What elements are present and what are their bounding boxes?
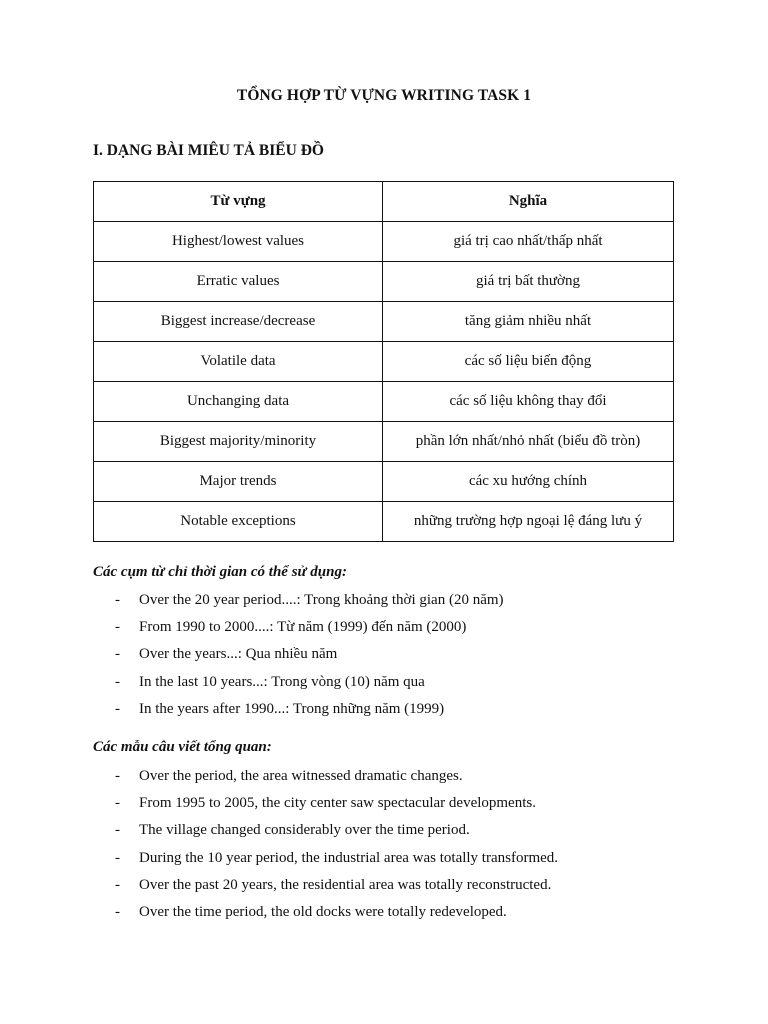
overview-sentences-list (93, 766, 693, 929)
dash-bullet: - (115, 876, 120, 893)
vocab-cell: Biggest increase/decrease (94, 302, 383, 342)
overview-sentences-heading: Các mẫu câu viết tổng quan: (93, 739, 272, 755)
vocab-cell: Erratic values (94, 262, 383, 302)
vocab-cell: Notable exceptions (94, 502, 383, 542)
vocab-cell: Volatile data (94, 342, 383, 382)
meaning-cell: giá trị bất thường (383, 262, 674, 302)
meaning-cell: những trường hợp ngoại lệ đáng lưu ý (383, 502, 674, 542)
list-item (93, 820, 693, 847)
time-phrases-heading: Các cụm từ chỉ thời gian có thể sử dụng: (93, 564, 347, 580)
meaning-cell: các số liệu biến động (383, 342, 674, 382)
dash-bullet: - (115, 619, 120, 636)
list-item-text: In the last 10 years...: Trong vòng (10) năm qua (139, 673, 425, 690)
list-item-text: From 1990 to 2000....: Từ năm (1999) đến năm (2000) (139, 619, 467, 636)
list-item-text: Over the time period, the old docks were totally redeveloped. (139, 903, 507, 920)
vocab-cell: Highest/lowest values (94, 222, 383, 262)
vocab-cell: Major trends (94, 462, 383, 502)
page-title: TỔNG HỢP TỪ VỰNG WRITING TASK 1 (236, 87, 532, 104)
table-row (94, 222, 674, 262)
column-header-meaning: Nghĩa (383, 182, 674, 222)
table-row (94, 382, 674, 422)
column-header-vocab: Từ vựng (94, 182, 383, 222)
list-item-text: In the years after 1990...: Trong những năm (1999) (139, 700, 445, 717)
meaning-cell: phần lớn nhất/nhỏ nhất (biểu đồ tròn) (383, 422, 674, 462)
dash-bullet: - (115, 795, 120, 812)
dash-bullet: - (115, 646, 120, 663)
table-row (94, 462, 674, 502)
meaning-cell: giá trị cao nhất/thấp nhất (383, 222, 674, 262)
table-row (94, 502, 674, 542)
table-row (94, 302, 674, 342)
list-item (93, 875, 693, 902)
dash-bullet: - (115, 768, 120, 784)
list-item-text: Over the past 20 years, the residential area was totally reconstructed. (139, 876, 552, 893)
list-item-text: Over the years...: Qua nhiều năm (139, 646, 338, 663)
section-heading: I. DẠNG BÀI MIÊU TẢ BIỂU ĐỒ (93, 142, 324, 159)
vocab-cell: Unchanging data (94, 382, 383, 422)
list-item-text: The village changed considerably over the time period. (139, 822, 470, 839)
dash-bullet: - (115, 849, 120, 866)
table-row (94, 342, 674, 382)
meaning-cell: các số liệu không thay đổi (383, 382, 674, 422)
table-row (94, 422, 674, 462)
table-row (94, 262, 674, 302)
dash-bullet: - (115, 673, 120, 690)
list-item-text: From 1995 to 2005, the city center saw spectacular developments. (139, 795, 536, 812)
meaning-cell: các xu hướng chính (383, 462, 674, 502)
list-item (93, 644, 693, 671)
time-phrases-list (93, 590, 693, 726)
vocab-cell: Biggest majority/minority (94, 422, 383, 462)
dash-bullet: - (115, 822, 120, 839)
dash-bullet: - (115, 903, 120, 920)
list-item (93, 699, 693, 726)
list-item (93, 617, 693, 644)
list-item (93, 848, 693, 875)
list-item (93, 766, 693, 793)
dash-bullet: - (115, 700, 120, 717)
list-item-text: Over the period, the area witnessed dramatic changes. (139, 768, 463, 784)
list-item (93, 793, 693, 820)
list-item-text: During the 10 year period, the industrial area was totally transformed. (139, 849, 559, 866)
list-item (93, 672, 693, 699)
vocab-table (93, 181, 674, 542)
list-item (93, 902, 693, 929)
meaning-cell: tăng giảm nhiều nhất (383, 302, 674, 342)
table-header-row (94, 182, 674, 222)
list-item (93, 590, 693, 617)
list-item-text: Over the 20 year period....: Trong khoảng thời gian (20 năm) (139, 592, 504, 608)
dash-bullet: - (115, 592, 120, 608)
